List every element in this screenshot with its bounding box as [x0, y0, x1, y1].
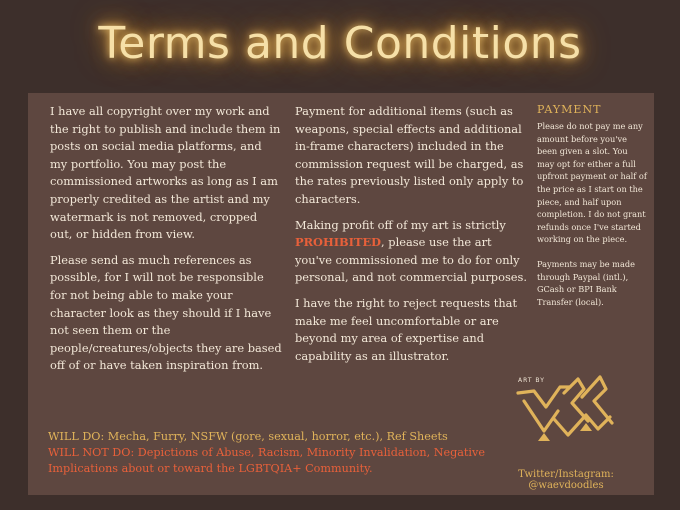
- payment-heading: PAYMENT: [537, 103, 602, 116]
- terms-column-2: [295, 103, 527, 373]
- terms-column-1: [50, 103, 282, 383]
- terms-panel: [28, 93, 654, 495]
- reject-requests-paragraph: I have the right to reject requests that make me feel uncomfortable or are beyond my area of expertise and capability as an illustrator.: [295, 295, 518, 363]
- payment-terms-paragraph: Please do not pay me any amount before you've been given a slot. You may opt for either a full upfront payment or half of the price as I start on the piece, and half upon completion. I do not grant refunds once I've started working on the piece.: [537, 121, 647, 245]
- references-paragraph: Please send as much references as possible, for I will not be responsible for not being able to make your character look as they should if I have not seen them or the people/creatures/objects they are based off of or have taken inspiration from.: [50, 252, 282, 373]
- additional-items-paragraph: Payment for additional items (such as weapons, special effects and additional in-frame characters) included in the commission request will be charged, as the rates previously listed only apply to characters.: [295, 104, 524, 206]
- artist-signature-icon: [514, 371, 624, 461]
- profit-text-after: , please use the art you've commissioned me to do for only personal, and not commercial purposes.: [295, 235, 528, 285]
- payment-methods-paragraph: Payments may be made through Paypal (intl.), GCash or BPI Bank Transfer (local).: [537, 258, 635, 307]
- profit-paragraph: [295, 217, 527, 287]
- artist-logo: [514, 371, 624, 461]
- payment-column: [537, 103, 647, 320]
- logo-art-by-text: ART BY: [518, 377, 545, 384]
- page-title: Terms and Conditions: [98, 18, 582, 69]
- will-not-do-list: WILL NOT DO: Depictions of Abuse, Racism, Minority Invalidation, Negative Implications about or toward the LGBTQIA+ Community.: [48, 446, 485, 475]
- prohibited-highlight: PROHIBITED: [295, 235, 382, 250]
- will-do-list: WILL DO: Mecha, Furry, NSFW (gore, sexual, horror, etc.), Ref Sheets: [48, 430, 448, 443]
- copyright-paragraph: I have all copyright over my work and the right to publish and include them in posts on social media platforms, and my portfolio. You may post the commissioned artworks as long as I am properly credited as the artist and my watermark is not removed, cropped out, or hidden from view.: [50, 104, 281, 242]
- social-handle: Twitter/Instagram: @waevdoodles: [518, 469, 614, 491]
- profit-text-before: Making profit off of my art is strictly: [295, 217, 506, 232]
